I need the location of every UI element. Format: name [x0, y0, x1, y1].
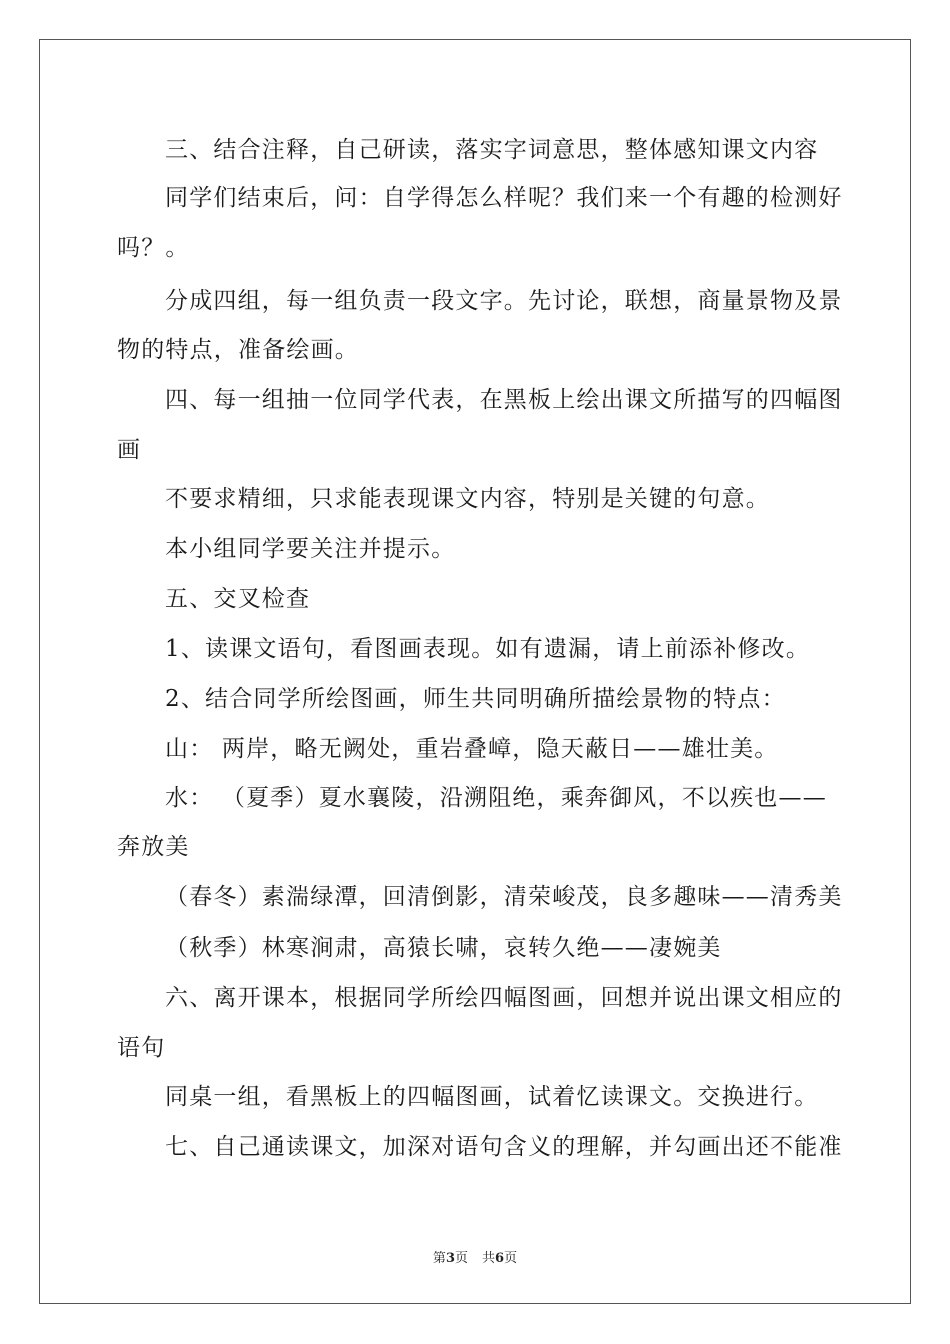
paragraph-line: 分成四组，每一组负责一段文字。先讨论，联想，商量景物及景 — [165, 288, 843, 314]
paragraph-line: 同桌一组，看黑板上的四幅图画，试着忆读课文。交换进行。 — [165, 1084, 819, 1110]
paragraph-line: （春冬）素湍绿潭，回清倒影，清荣峻茂，良多趣味——清秀美 — [165, 884, 843, 910]
paragraph-line: 画 — [117, 437, 142, 463]
paragraph-line: 本小组同学要关注并提示。 — [165, 536, 456, 562]
total-pages: 6 — [495, 1251, 505, 1266]
total-prefix: 共 — [482, 1251, 496, 1266]
paragraph-line: 水： （夏季）夏水襄陵，沿溯阻绝，乘奔御风，不以疾也—— — [165, 785, 827, 811]
paragraph-line: 七、自己通读课文，加深对语句含义的理解，并勾画出还不能准 — [165, 1134, 843, 1160]
paragraph-line: 奔放美 — [117, 834, 190, 860]
page-suffix: 页 — [454, 1251, 468, 1266]
page-prefix: 第 — [432, 1251, 446, 1266]
paragraph-line: 同学们结束后，问：自学得怎么样呢？我们来一个有趣的检测好 — [165, 185, 843, 211]
paragraph-line: 六、离开课本，根据同学所绘四幅图画，回想并说出课文相应的 — [165, 985, 843, 1011]
page-number: 3 — [445, 1251, 455, 1266]
paragraph-line: 语句 — [117, 1035, 166, 1061]
paragraph-line: 五、交叉检查 — [165, 586, 311, 612]
paragraph-line: 四、每一组抽一位同学代表，在黑板上绘出课文所描写的四幅图 — [165, 387, 843, 413]
page-footer — [0, 1247, 950, 1266]
page-border — [39, 39, 911, 1304]
paragraph-line: 吗？。 — [117, 235, 190, 261]
paragraph-line: 三、结合注释，自己研读，落实字词意思，整体感知课文内容 — [165, 137, 819, 163]
total-suffix: 页 — [504, 1251, 518, 1266]
paragraph-line: 山： 两岸，略无阙处，重岩叠嶂，隐天蔽日——雄壮美。 — [165, 736, 779, 762]
paragraph-line: 物的特点，准备绘画。 — [117, 337, 359, 363]
paragraph-line: 不要求精细，只求能表现课文内容，特别是关键的句意。 — [165, 486, 770, 512]
paragraph-line: 1、读课文语句，看图画表现。如有遗漏，请上前添补修改。 — [165, 636, 811, 662]
paragraph-line: 2、结合同学所绘图画，师生共同明确所描绘景物的特点： — [165, 686, 786, 712]
paragraph-line: （秋季）林寒涧肃，高猿长啸，哀转久绝——凄婉美 — [165, 935, 722, 961]
